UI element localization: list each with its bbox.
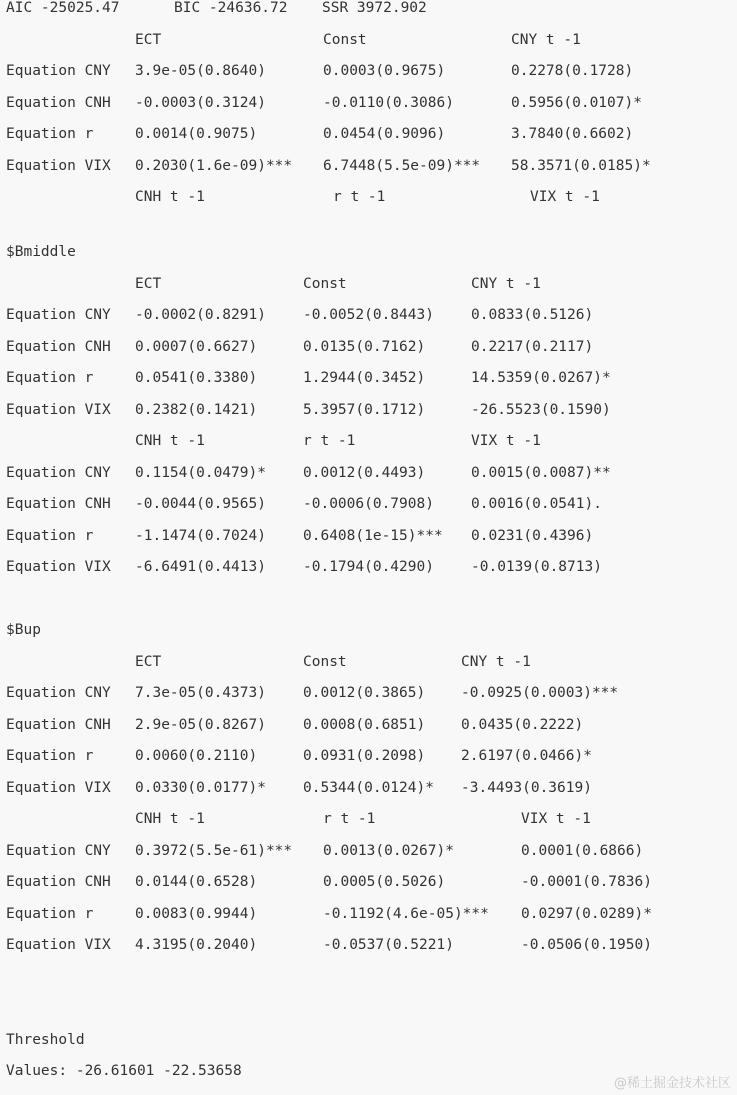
output-line xyxy=(6,934,737,956)
output-cell: 0.0541(0.3380) xyxy=(135,370,258,386)
output-cell: $Bmiddle xyxy=(6,244,76,260)
output-cell: 0.0007(0.6627) xyxy=(135,339,258,355)
output-cell: -3.4493(0.3619) xyxy=(461,780,592,796)
output-cell: Equation VIX xyxy=(6,158,111,174)
output-cell: 0.0013(0.0267)* xyxy=(323,843,454,859)
output-line xyxy=(6,29,737,51)
output-line xyxy=(6,336,737,358)
output-cell: -0.0003(0.3124) xyxy=(135,95,266,111)
output-cell: 0.0015(0.0087)** xyxy=(471,465,611,481)
output-cell: Equation CNY xyxy=(6,307,111,323)
output-line xyxy=(6,241,737,263)
output-cell: 0.0005(0.5026) xyxy=(323,874,446,890)
output-cell: 0.0060(0.2110) xyxy=(135,748,258,764)
output-line xyxy=(6,367,737,389)
output-cell: r t -1 xyxy=(323,811,376,827)
output-cell: -0.0052(0.8443) xyxy=(303,307,434,323)
output-line xyxy=(6,714,737,736)
output-cell: ECT xyxy=(135,654,162,670)
output-cell: 0.0454(0.9096) xyxy=(323,126,446,142)
output-line xyxy=(6,60,737,82)
output-cell: -0.0925(0.0003)*** xyxy=(461,685,619,701)
output-cell: Equation CNY xyxy=(6,685,111,701)
output-cell: -0.0002(0.8291) xyxy=(135,307,266,323)
output-line xyxy=(6,0,737,19)
output-line xyxy=(6,273,737,295)
output-cell: Equation CNY xyxy=(6,465,111,481)
output-cell: 0.0001(0.6866) xyxy=(521,843,644,859)
output-line xyxy=(6,123,737,145)
output-line xyxy=(6,808,737,830)
output-cell: ECT xyxy=(135,276,162,292)
output-cell: -0.0537(0.5221) xyxy=(323,937,454,953)
output-cell: CNH t -1 xyxy=(135,189,205,205)
output-cell: Equation CNY xyxy=(6,63,111,79)
output-cell: 0.2382(0.1421) xyxy=(135,402,258,418)
output-line xyxy=(6,903,737,925)
output-cell: 0.0135(0.7162) xyxy=(303,339,426,355)
output-line xyxy=(6,651,737,673)
output-cell: Threshold xyxy=(6,1032,85,1048)
output-cell: Equation CNH xyxy=(6,874,111,890)
output-cell: 6.7448(5.5e-09)*** xyxy=(323,158,481,174)
output-cell: Equation VIX xyxy=(6,402,111,418)
output-cell: 0.5956(0.0107)* xyxy=(511,95,642,111)
output-cell: -1.1474(0.7024) xyxy=(135,528,266,544)
output-line xyxy=(6,1029,737,1051)
output-cell: 58.3571(0.0185)* xyxy=(511,158,651,174)
output-line xyxy=(6,430,737,452)
output-cell: 0.2030(1.6e-09)*** xyxy=(135,158,293,174)
output-line xyxy=(6,619,737,641)
output-cell: Equation r xyxy=(6,906,94,922)
output-cell: 7.3e-05(0.4373) xyxy=(135,685,266,701)
output-cell: CNY t -1 xyxy=(511,32,581,48)
output-line xyxy=(6,525,737,547)
output-cell: Equation r xyxy=(6,126,94,142)
output-line xyxy=(6,92,737,114)
output-cell: CNY t -1 xyxy=(461,654,531,670)
output-cell: 0.0083(0.9944) xyxy=(135,906,258,922)
output-cell: Values: -26.61601 -22.53658 xyxy=(6,1063,242,1079)
output-cell: r t -1 xyxy=(333,189,386,205)
output-cell: Equation r xyxy=(6,748,94,764)
output-cell: 0.0016(0.0541). xyxy=(471,496,602,512)
output-cell: 2.6197(0.0466)* xyxy=(461,748,592,764)
output-line xyxy=(6,304,737,326)
output-line xyxy=(6,840,737,862)
output-cell: 4.3195(0.2040) xyxy=(135,937,258,953)
output-line xyxy=(6,493,737,515)
output-cell: AIC -25025.47 xyxy=(6,0,120,16)
output-cell: Const xyxy=(303,276,347,292)
output-cell: VIX t -1 xyxy=(521,811,591,827)
output-cell: Equation CNY xyxy=(6,843,111,859)
output-cell: 3.7840(0.6602) xyxy=(511,126,634,142)
output-cell: 3.9e-05(0.8640) xyxy=(135,63,266,79)
output-cell: -0.1192(4.6e-05)*** xyxy=(323,906,489,922)
output-cell: 0.2217(0.2117) xyxy=(471,339,594,355)
output-cell: Equation CNH xyxy=(6,717,111,733)
output-cell: 0.0297(0.0289)* xyxy=(521,906,652,922)
output-cell: 0.0008(0.6851) xyxy=(303,717,426,733)
output-cell: Equation CNH xyxy=(6,496,111,512)
output-cell: CNH t -1 xyxy=(135,811,205,827)
output-cell: -0.0006(0.7908) xyxy=(303,496,434,512)
watermark: @稀土掘金技术社区 xyxy=(613,1076,731,1091)
output-cell: Equation VIX xyxy=(6,780,111,796)
output-cell: 1.2944(0.3452) xyxy=(303,370,426,386)
output-cell: 0.0012(0.4493) xyxy=(303,465,426,481)
output-cell: 2.9e-05(0.8267) xyxy=(135,717,266,733)
output-cell: 0.0435(0.2222) xyxy=(461,717,584,733)
output-cell: -0.0044(0.9565) xyxy=(135,496,266,512)
output-cell: Const xyxy=(303,654,347,670)
output-cell: 0.0931(0.2098) xyxy=(303,748,426,764)
output-cell: -0.0001(0.7836) xyxy=(521,874,652,890)
output-cell: Equation CNH xyxy=(6,95,111,111)
output-line xyxy=(6,399,737,421)
output-line xyxy=(6,682,737,704)
output-cell: -0.0139(0.8713) xyxy=(471,559,602,575)
output-cell: Equation CNH xyxy=(6,339,111,355)
output-cell: VIX t -1 xyxy=(530,189,600,205)
output-line xyxy=(6,745,737,767)
output-cell: Equation VIX xyxy=(6,559,111,575)
output-cell: 0.0014(0.9075) xyxy=(135,126,258,142)
output-cell: 0.6408(1e-15)*** xyxy=(303,528,443,544)
output-cell: VIX t -1 xyxy=(471,433,541,449)
output-cell: -6.6491(0.4413) xyxy=(135,559,266,575)
output-cell: CNY t -1 xyxy=(471,276,541,292)
output-cell: Equation VIX xyxy=(6,937,111,953)
output-cell: 0.2278(0.1728) xyxy=(511,63,634,79)
output-cell: -0.0506(0.1950) xyxy=(521,937,652,953)
output-cell: ECT xyxy=(135,32,162,48)
output-line xyxy=(6,777,737,799)
output-cell: CNH t -1 xyxy=(135,433,205,449)
output-cell: $Bup xyxy=(6,622,41,638)
output-cell: -0.1794(0.4290) xyxy=(303,559,434,575)
output-cell: -0.0110(0.3086) xyxy=(323,95,454,111)
output-line xyxy=(6,556,737,578)
output-line xyxy=(6,186,737,208)
output-cell: SSR 3972.902 xyxy=(322,0,427,16)
output-cell: Equation r xyxy=(6,528,94,544)
output-cell: 0.3972(5.5e-61)*** xyxy=(135,843,293,859)
output-cell: -26.5523(0.1590) xyxy=(471,402,611,418)
output-line xyxy=(6,871,737,893)
output-cell: 0.1154(0.0479)* xyxy=(135,465,266,481)
output-cell: 0.0833(0.5126) xyxy=(471,307,594,323)
output-cell: Equation r xyxy=(6,370,94,386)
output-cell: 0.0330(0.0177)* xyxy=(135,780,266,796)
output-cell: 0.0003(0.9675) xyxy=(323,63,446,79)
output-line xyxy=(6,462,737,484)
output-cell: Const xyxy=(323,32,367,48)
output-line xyxy=(6,155,737,177)
output-cell: 5.3957(0.1712) xyxy=(303,402,426,418)
output-cell: 0.0012(0.3865) xyxy=(303,685,426,701)
output-cell: 0.5344(0.0124)* xyxy=(303,780,434,796)
output-cell: r t -1 xyxy=(303,433,356,449)
output-cell: BIC -24636.72 xyxy=(174,0,288,16)
output-cell: 14.5359(0.0267)* xyxy=(471,370,611,386)
output-cell: 0.0231(0.4396) xyxy=(471,528,594,544)
output-cell: 0.0144(0.6528) xyxy=(135,874,258,890)
